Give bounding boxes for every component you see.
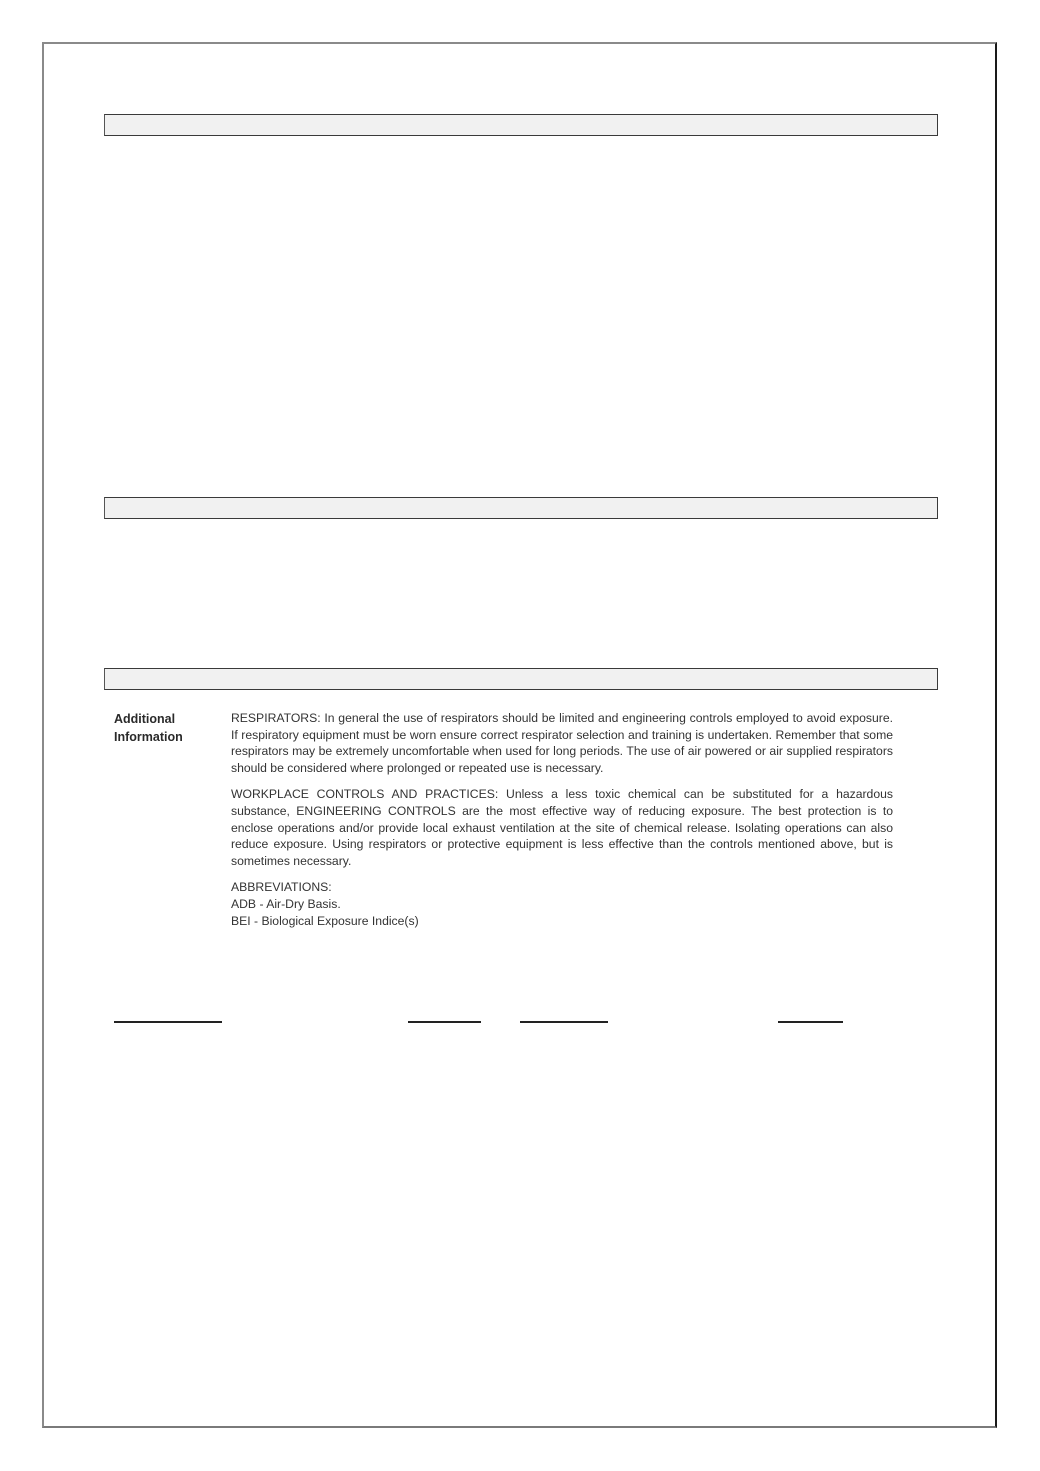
respirators-paragraph: RESPIRATORS: In general the use of respirators should be limited and engineering controls employed to avoid exposure. If respiratory equipment must be worn ensure correct respirator selection and training is undertaken. Remember that some respirators may be extremely uncomfortable when used for long periods. The use of air powered or air supplied respirators should be considered where prolonged or repeated use is necessary. <box>231 711 893 775</box>
abbreviation-item: ADB - Air-Dry Basis. <box>231 896 341 911</box>
workplace-controls-paragraph: WORKPLACE CONTROLS AND PRACTICES: Unless a less toxic chemical can be substituted for a hazardous substance, ENGINEERING CONTROLS are the most effective way of reducing exposure. The best protection is to enclose operations and/or provide local exhaust ventilation at the site of chemical release. Isolating operations can also reduce exposure. Using respirators or protective equipment is less effective than the controls mentioned above, but is sometimes necessary. <box>231 787 893 868</box>
section-header-bar-2 <box>104 497 938 519</box>
label-line-1: Additional <box>114 712 176 726</box>
signature-underline-4 <box>778 1021 843 1023</box>
signature-underline-1 <box>114 1021 222 1023</box>
section-header-bar-1 <box>104 114 938 136</box>
label-line-2: Information <box>114 730 183 744</box>
signature-underline-3 <box>520 1021 608 1023</box>
signature-underline-2 <box>408 1021 481 1023</box>
additional-information-label <box>114 710 209 746</box>
abbreviation-item: BEI - Biological Exposure Indice(s) <box>231 913 419 928</box>
abbreviations-block <box>231 879 893 929</box>
additional-information-body <box>231 710 893 939</box>
abbreviations-heading: ABBREVIATIONS: <box>231 880 332 895</box>
section-header-bar-3 <box>104 668 938 690</box>
